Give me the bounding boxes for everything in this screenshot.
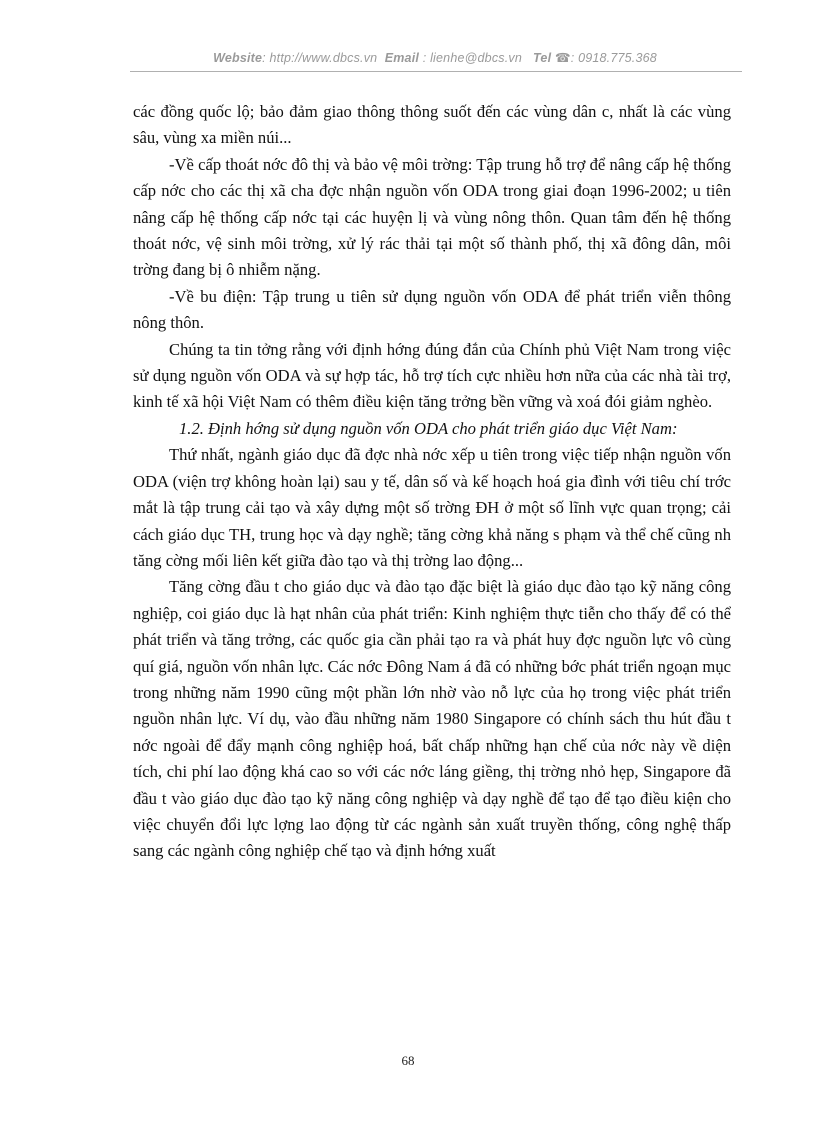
paragraph-conclusion: Chúng ta tin tởng rằng với định hớng đúng đắn của Chính phủ Việt Nam trong việc sử dụng nguồn vốn ODA và sự hợp tác, hỗ trợ tích cực nhiều hơn nữa của các nhà tài trợ, kinh tế xã hội Việt Nam có thêm điều kiện tăng trởng bền vững và xoá đói giảm nghèo. [133, 339, 731, 412]
paragraph-post-telecom: -Về bu điện: Tập trung u tiên sử dụng nguồn vốn ODA để phát triển viễn thông nông thôn. [133, 286, 731, 333]
paragraph-water-supply: -Về cấp thoát nớc đô thị và bảo vệ môi trờng: Tập trung hỗ trợ để nâng cấp hệ thống cấp nớc cho các thị xã cha đợc nhận nguồn vốn ODA trong giai đoạn 1996-2002; u tiên nâng cấp hệ thống cấp nớc tại các huyện lị và vùng nông thôn. Quan tâm đến hệ thống thoát nớc, vệ sinh môi trờng, xử lý rác thải tại một số thành phố, thị xã đông dân, môi trờng đang bị ô nhiễm nặng. [133, 154, 731, 280]
website-value: : http://www.dbcs.vn [262, 51, 378, 65]
tel-value: : 0918.775.368 [570, 51, 657, 65]
tel-label: Tel [533, 51, 552, 65]
page-header [130, 50, 740, 65]
website-label: Website [213, 51, 263, 65]
section-heading: 1.2. Định hớng sử dụng nguồn vốn ODA cho phát triển giáo dục Việt Nam: [179, 418, 678, 438]
page-number: 68 [401, 1053, 415, 1068]
header-divider [130, 71, 742, 72]
paragraph-first-point: Thứ nhất, ngành giáo dục đã đợc nhà nớc xếp u tiên trong việc tiếp nhận nguồn vốn ODA (viện trợ không hoàn lại) sau y tế, dân số và kế hoạch hoá gia đình với tiêu chí trớc mắt là tập trung cải tạo và xây dựng một số trờng ĐH ở một số lĩnh vực quan trọng; cải cách giáo dục TH, trung học và dạy nghề; tăng cờng khả năng s phạm và thể chế cũng nh tăng cờng mối liên kết giữa đào tạo và thị trờng lao động... [133, 445, 731, 570]
document-body [133, 99, 731, 865]
email-label: Email [384, 51, 420, 65]
paragraph-continuation: các đồng quốc lộ; bảo đảm giao thông thông suốt đến các vùng dân c, nhất là các vùng sâu, vùng xa miền núi... [133, 102, 731, 148]
email-value: : lienhe@dbcs.vn [419, 51, 523, 65]
paragraph-investment: Tăng cờng đầu t cho giáo dục và đào tạo đặc biệt là giáo dục đào tạo kỹ năng công nghiệp, coi giáo dục là hạt nhân của phát triển: Kinh nghiệm thực tiễn cho thấy để có thể phát triển và tăng trởng, các quốc gia cần phải tạo ra và phát huy đợc nguồn lực vô cùng quí giá, nguồn vốn nhân lực. Các nớc Đông Nam á đã có những bớc phát triển ngoạn mục trong những năm 1990 cũng một phần lớn nhờ vào nỗ lực của họ trong việc phát triển nguồn nhân lực. Ví dụ, vào đầu những năm 1980 Singapore có chính sách thu hút đầu t nớc ngoài để đẩy mạnh công nghiệp hoá, bất chấp những hạn chế của nớc này về diện tích, chi phí lao động khá cao so với các nớc láng giềng, thị trờng nhỏ hẹp, Singapore đã đầu t vào giáo dục đào tạo kỹ năng công nghiệp và dạy nghề để tạo để tạo điều kiện cho việc chuyển đổi lực lợng lao động từ các ngành sản xuất truyền thống, công nghệ thấp sang các ngành công nghiệp chế tạo và định hớng xuất [133, 577, 731, 861]
phone-icon: ☎ [554, 51, 571, 65]
